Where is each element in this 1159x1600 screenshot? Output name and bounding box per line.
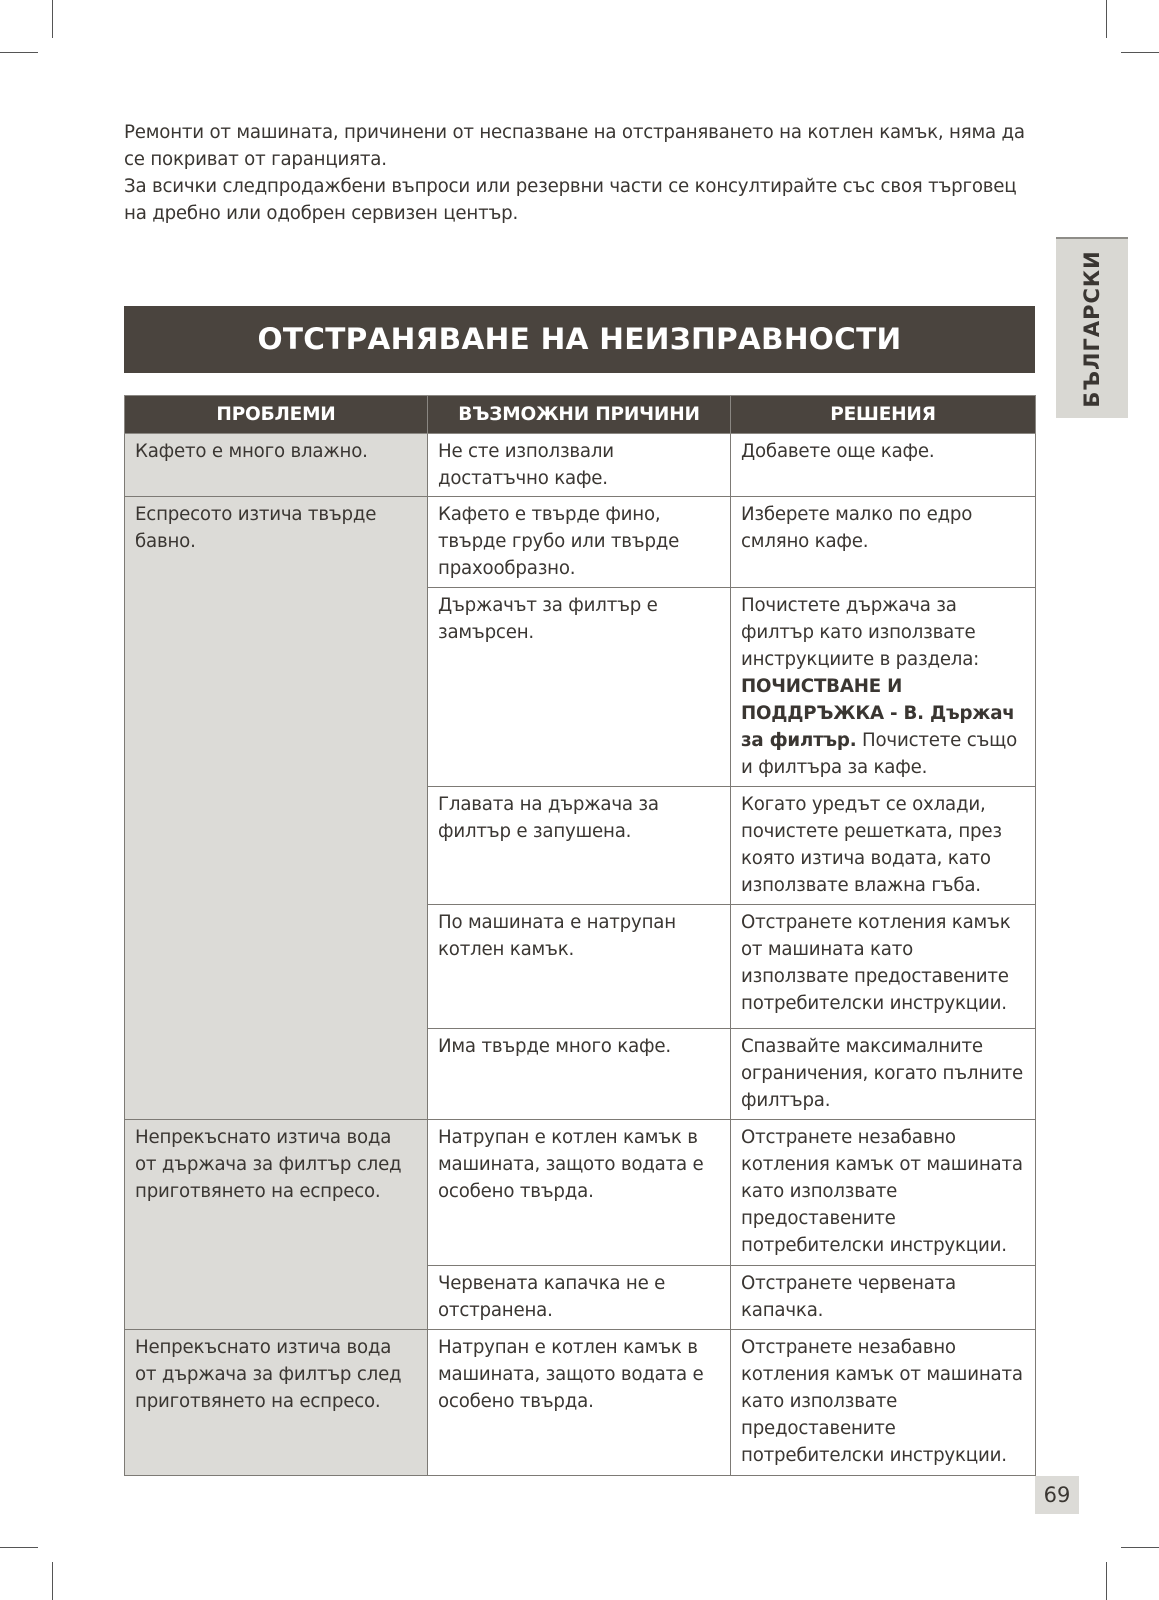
solution-cell: Отстранете котления камък от машината като използвате предоставените потребителски инструкции. <box>731 905 1036 1029</box>
solution-cell: Добавете още кафе. <box>731 434 1036 497</box>
cause-cell: Не сте използвали достатъчно кафе. <box>428 434 731 497</box>
crop-mark <box>0 52 38 53</box>
problem-cell: Кафето е много влажно. <box>125 434 428 497</box>
solution-cell: Отстранете незабавно котления камък от машината като използвате предоставените потребителски инструкции. <box>731 1330 1036 1476</box>
problem-cell: Непрекъснато изтича вода от държача за филтър след приготвянето на еспресо. <box>125 1330 428 1476</box>
problem-cell: Непрекъснато изтича вода от държача за филтър след приготвянето на еспресо. <box>125 1120 428 1330</box>
intro-paragraph-service: За всички следпродажбени въпроси или резервни части се консултирайте със своя търговец на дребно или одобрен сервизен център. <box>124 176 1017 224</box>
cause-cell: Натрупан е котлен камък в машината, защото водата е особено твърда. <box>428 1330 731 1476</box>
table-row <box>125 434 1036 497</box>
troubleshooting-table <box>124 395 1036 1476</box>
solution-cell: Отстранете незабавно котления камък от машината като използвате предоставените потребителски инструкции. <box>731 1120 1036 1266</box>
solution-cell: Когато уредът се охлади, почистете решетката, през която изтича водата, като използвате влажна гъба. <box>731 787 1036 905</box>
header-causes: ВЪЗМОЖНИ ПРИЧИНИ <box>428 396 731 434</box>
table-row <box>125 1330 1036 1476</box>
cause-cell: Кафето е твърде фино, твърде грубо или твърде прахообразно. <box>428 497 731 588</box>
solution-cell: Отстранете червената капачка. <box>731 1266 1036 1330</box>
table-row <box>125 1120 1036 1266</box>
problem-cell: Еспресото изтича твърде бавно. <box>125 497 428 1120</box>
crop-mark <box>1121 52 1159 53</box>
cause-cell: Има твърде много кафе. <box>428 1029 731 1120</box>
language-tab <box>1056 237 1128 418</box>
header-solutions: РЕШЕНИЯ <box>731 396 1036 434</box>
crop-mark <box>1106 0 1107 38</box>
solution-text: Почистете също и филтъра за кафе. <box>741 730 1018 778</box>
cause-cell: Държачът за филтър е замърсен. <box>428 588 731 787</box>
crop-mark <box>52 1562 53 1600</box>
crop-mark <box>0 1547 38 1548</box>
language-tab-label: БЪЛГАРСКИ <box>1080 249 1104 408</box>
section-title: ОТСТРАНЯВАНЕ НА НЕИЗПРАВНОСТИ <box>124 306 1035 373</box>
crop-mark <box>1106 1562 1107 1600</box>
cause-cell: Червената капачка не е отстранена. <box>428 1266 731 1330</box>
intro-paragraph-warranty: Ремонти от машината, причинени от неспазване на отстраняването на котлен камък, няма да се покриват от гаранцията. <box>124 122 1025 170</box>
crop-mark <box>52 0 53 38</box>
table-row <box>125 497 1036 588</box>
table-header-row <box>125 396 1036 434</box>
solution-cell: Спазвайте максималните ограничения, когато пълните филтъра. <box>731 1029 1036 1120</box>
solution-cell <box>731 588 1036 787</box>
cause-cell: По машината е натрупан котлен камък. <box>428 905 731 1029</box>
cause-cell: Главата на държача за филтър е запушена. <box>428 787 731 905</box>
page-number: 69 <box>1035 1476 1079 1514</box>
intro-text <box>124 119 1039 227</box>
section-reference: ПОЧИСТВАНЕ И ПОДДРЪЖКА - B. Държач за филтър. <box>741 676 1015 751</box>
header-problems: ПРОБЛЕМИ <box>125 396 428 434</box>
solution-text: Почистете държача за филтър като използвате инструкциите в раздела: <box>741 595 980 670</box>
cause-cell: Натрупан е котлен камък в машината, защото водата е особено твърда. <box>428 1120 731 1266</box>
solution-cell: Изберете малко по едро смляно кафе. <box>731 497 1036 588</box>
crop-mark <box>1121 1547 1159 1548</box>
